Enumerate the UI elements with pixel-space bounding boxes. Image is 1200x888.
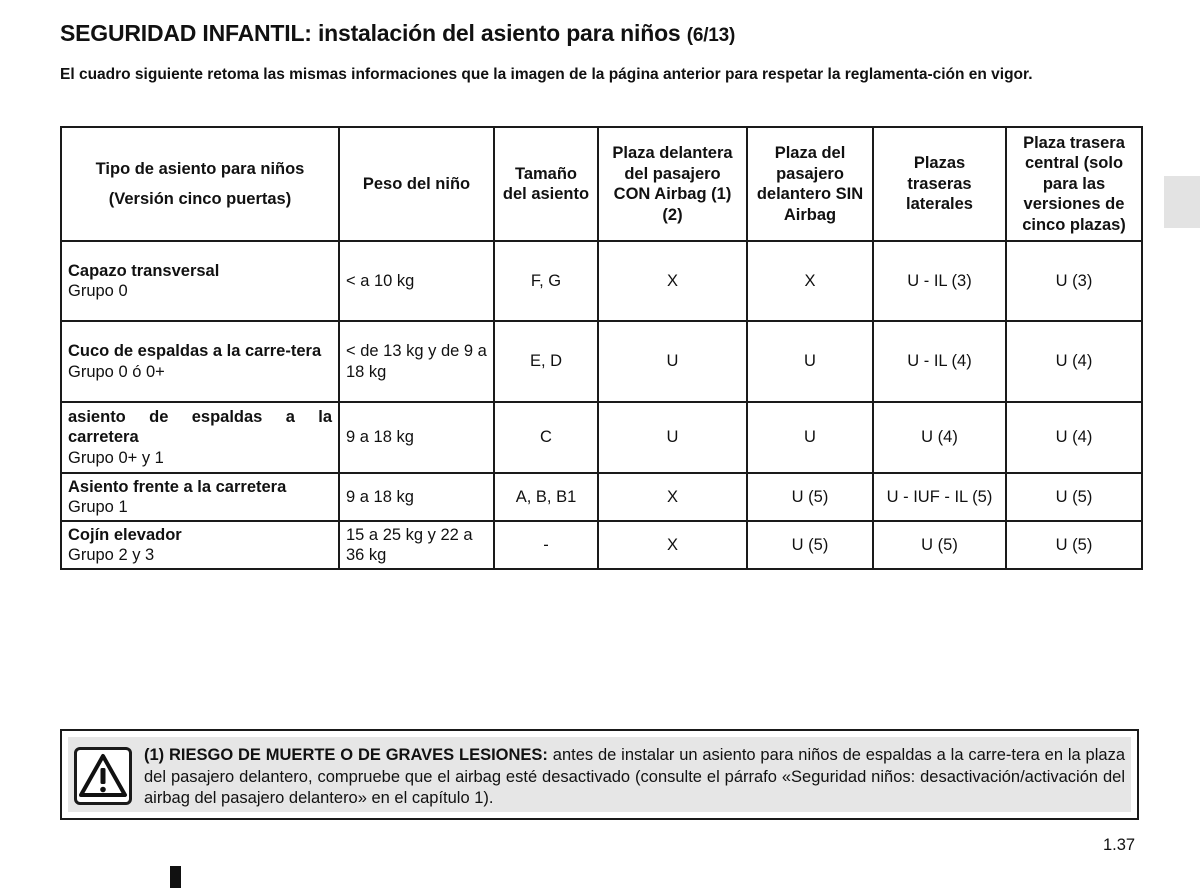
table-header-row xyxy=(61,127,1142,241)
intro-paragraph: El cuadro siguiente retoma las mismas informaciones que la imagen de la página anterior para respetar la reglamenta-ción en vigor. xyxy=(60,66,1033,83)
warning-box xyxy=(60,729,1139,820)
cell-rear-side: U (4) xyxy=(873,402,1006,473)
header-child-weight: Peso del niño xyxy=(339,127,494,241)
cell-rear-center: U (4) xyxy=(1006,402,1142,473)
cell-size: - xyxy=(494,521,598,569)
header-seat-size: Tamaño del asiento xyxy=(494,127,598,241)
header-seat-type-line2: (Versión cinco puertas) xyxy=(108,190,292,208)
table-row xyxy=(61,241,1142,321)
cell-weight: 15 a 25 kg y 22 a 36 kg xyxy=(339,521,494,569)
cell-size: A, B, B1 xyxy=(494,473,598,521)
seat-type-name: Asiento frente a la carretera xyxy=(68,477,287,496)
page-number: 1.37 xyxy=(1103,836,1136,854)
cell-size: F, G xyxy=(494,241,598,321)
page-title-text: SEGURIDAD INFANTIL: instalación del asiento para niños xyxy=(60,20,681,46)
seat-type-group: Grupo 1 xyxy=(68,498,128,516)
chapter-side-tab xyxy=(1164,176,1200,228)
warning-text xyxy=(144,745,1125,810)
seat-type-group: Grupo 2 y 3 xyxy=(68,546,155,564)
cell-seat-type xyxy=(61,473,339,521)
table-row xyxy=(61,473,1142,521)
header-front-without-airbag: Plaza del pasajero delantero SIN Airbag xyxy=(747,127,873,241)
cell-seat-type xyxy=(61,321,339,402)
warning-body: antes de instalar un asiento para niños de espaldas a la carre-tera en la plaza del pasajero delantero, compruebe que el airbag esté desactivado (consulte el párrafo «Seguridad niños: desactivación/activación del airbag del pasajero delantero» en el capítulo 1). xyxy=(144,746,1125,807)
cell-rear-side: U (5) xyxy=(873,521,1006,569)
header-rear-side: Plazas traseras laterales xyxy=(873,127,1006,241)
cell-rear-side: U - IUF - IL (5) xyxy=(873,473,1006,521)
header-rear-center: Plaza trasera central (solo para las versiones de cinco plazas) xyxy=(1006,127,1142,241)
cell-weight: < de 13 kg y de 9 a 18 kg xyxy=(339,321,494,402)
seat-type-group: Grupo 0 xyxy=(68,282,128,300)
page-title-suffix: (6/13) xyxy=(686,25,736,46)
cell-rear-center: U (3) xyxy=(1006,241,1142,321)
seat-type-group: Grupo 0 ó 0+ xyxy=(68,362,165,381)
cell-rear-center: U (4) xyxy=(1006,321,1142,402)
cell-rear-center: U (5) xyxy=(1006,521,1142,569)
cell-front-airbag: X xyxy=(598,473,747,521)
cell-seat-type xyxy=(61,521,339,569)
warning-panel xyxy=(68,737,1131,812)
table-row xyxy=(61,321,1142,402)
cell-size: E, D xyxy=(494,321,598,402)
cell-seat-type xyxy=(61,241,339,321)
header-seat-type xyxy=(61,127,339,241)
table-row xyxy=(61,521,1142,569)
cell-weight: 9 a 18 kg xyxy=(339,402,494,473)
crop-mark xyxy=(170,866,181,888)
header-seat-type-line1: Tipo de asiento para niños xyxy=(95,159,305,178)
cell-front-airbag: U xyxy=(598,402,747,473)
seat-type-group: Grupo 0+ y 1 xyxy=(68,448,164,467)
seat-type-name: asiento de espaldas a la carretera xyxy=(68,407,332,447)
table-row xyxy=(61,402,1142,473)
cell-front-airbag: X xyxy=(598,521,747,569)
cell-front-no-airbag: U (5) xyxy=(747,521,873,569)
cell-front-no-airbag: U xyxy=(747,402,873,473)
seat-type-name: Cojín elevador xyxy=(68,525,182,544)
seat-type-name: Cuco de espaldas a la carre-tera xyxy=(68,342,322,360)
cell-front-airbag: U xyxy=(598,321,747,402)
page-title xyxy=(60,20,735,47)
cell-rear-center: U (5) xyxy=(1006,473,1142,521)
child-seat-table xyxy=(60,126,1143,570)
cell-size: C xyxy=(494,402,598,473)
warning-lead: (1) RIESGO DE MUERTE O DE GRAVES LESIONES: xyxy=(144,746,548,764)
cell-rear-side: U - IL (4) xyxy=(873,321,1006,402)
cell-weight: 9 a 18 kg xyxy=(339,473,494,521)
header-front-with-airbag: Plaza delantera del pasajero CON Airbag (1) (2) xyxy=(598,127,747,241)
cell-rear-side: U - IL (3) xyxy=(873,241,1006,321)
cell-front-no-airbag: U (5) xyxy=(747,473,873,521)
seat-type-name: Capazo transversal xyxy=(68,261,220,280)
warning-triangle-icon-graphic xyxy=(77,750,129,802)
warning-triangle-icon xyxy=(74,747,132,805)
cell-front-no-airbag: U xyxy=(747,321,873,402)
cell-front-no-airbag: X xyxy=(747,241,873,321)
cell-seat-type xyxy=(61,402,339,473)
cell-front-airbag: X xyxy=(598,241,747,321)
cell-weight: < a 10 kg xyxy=(339,241,494,321)
